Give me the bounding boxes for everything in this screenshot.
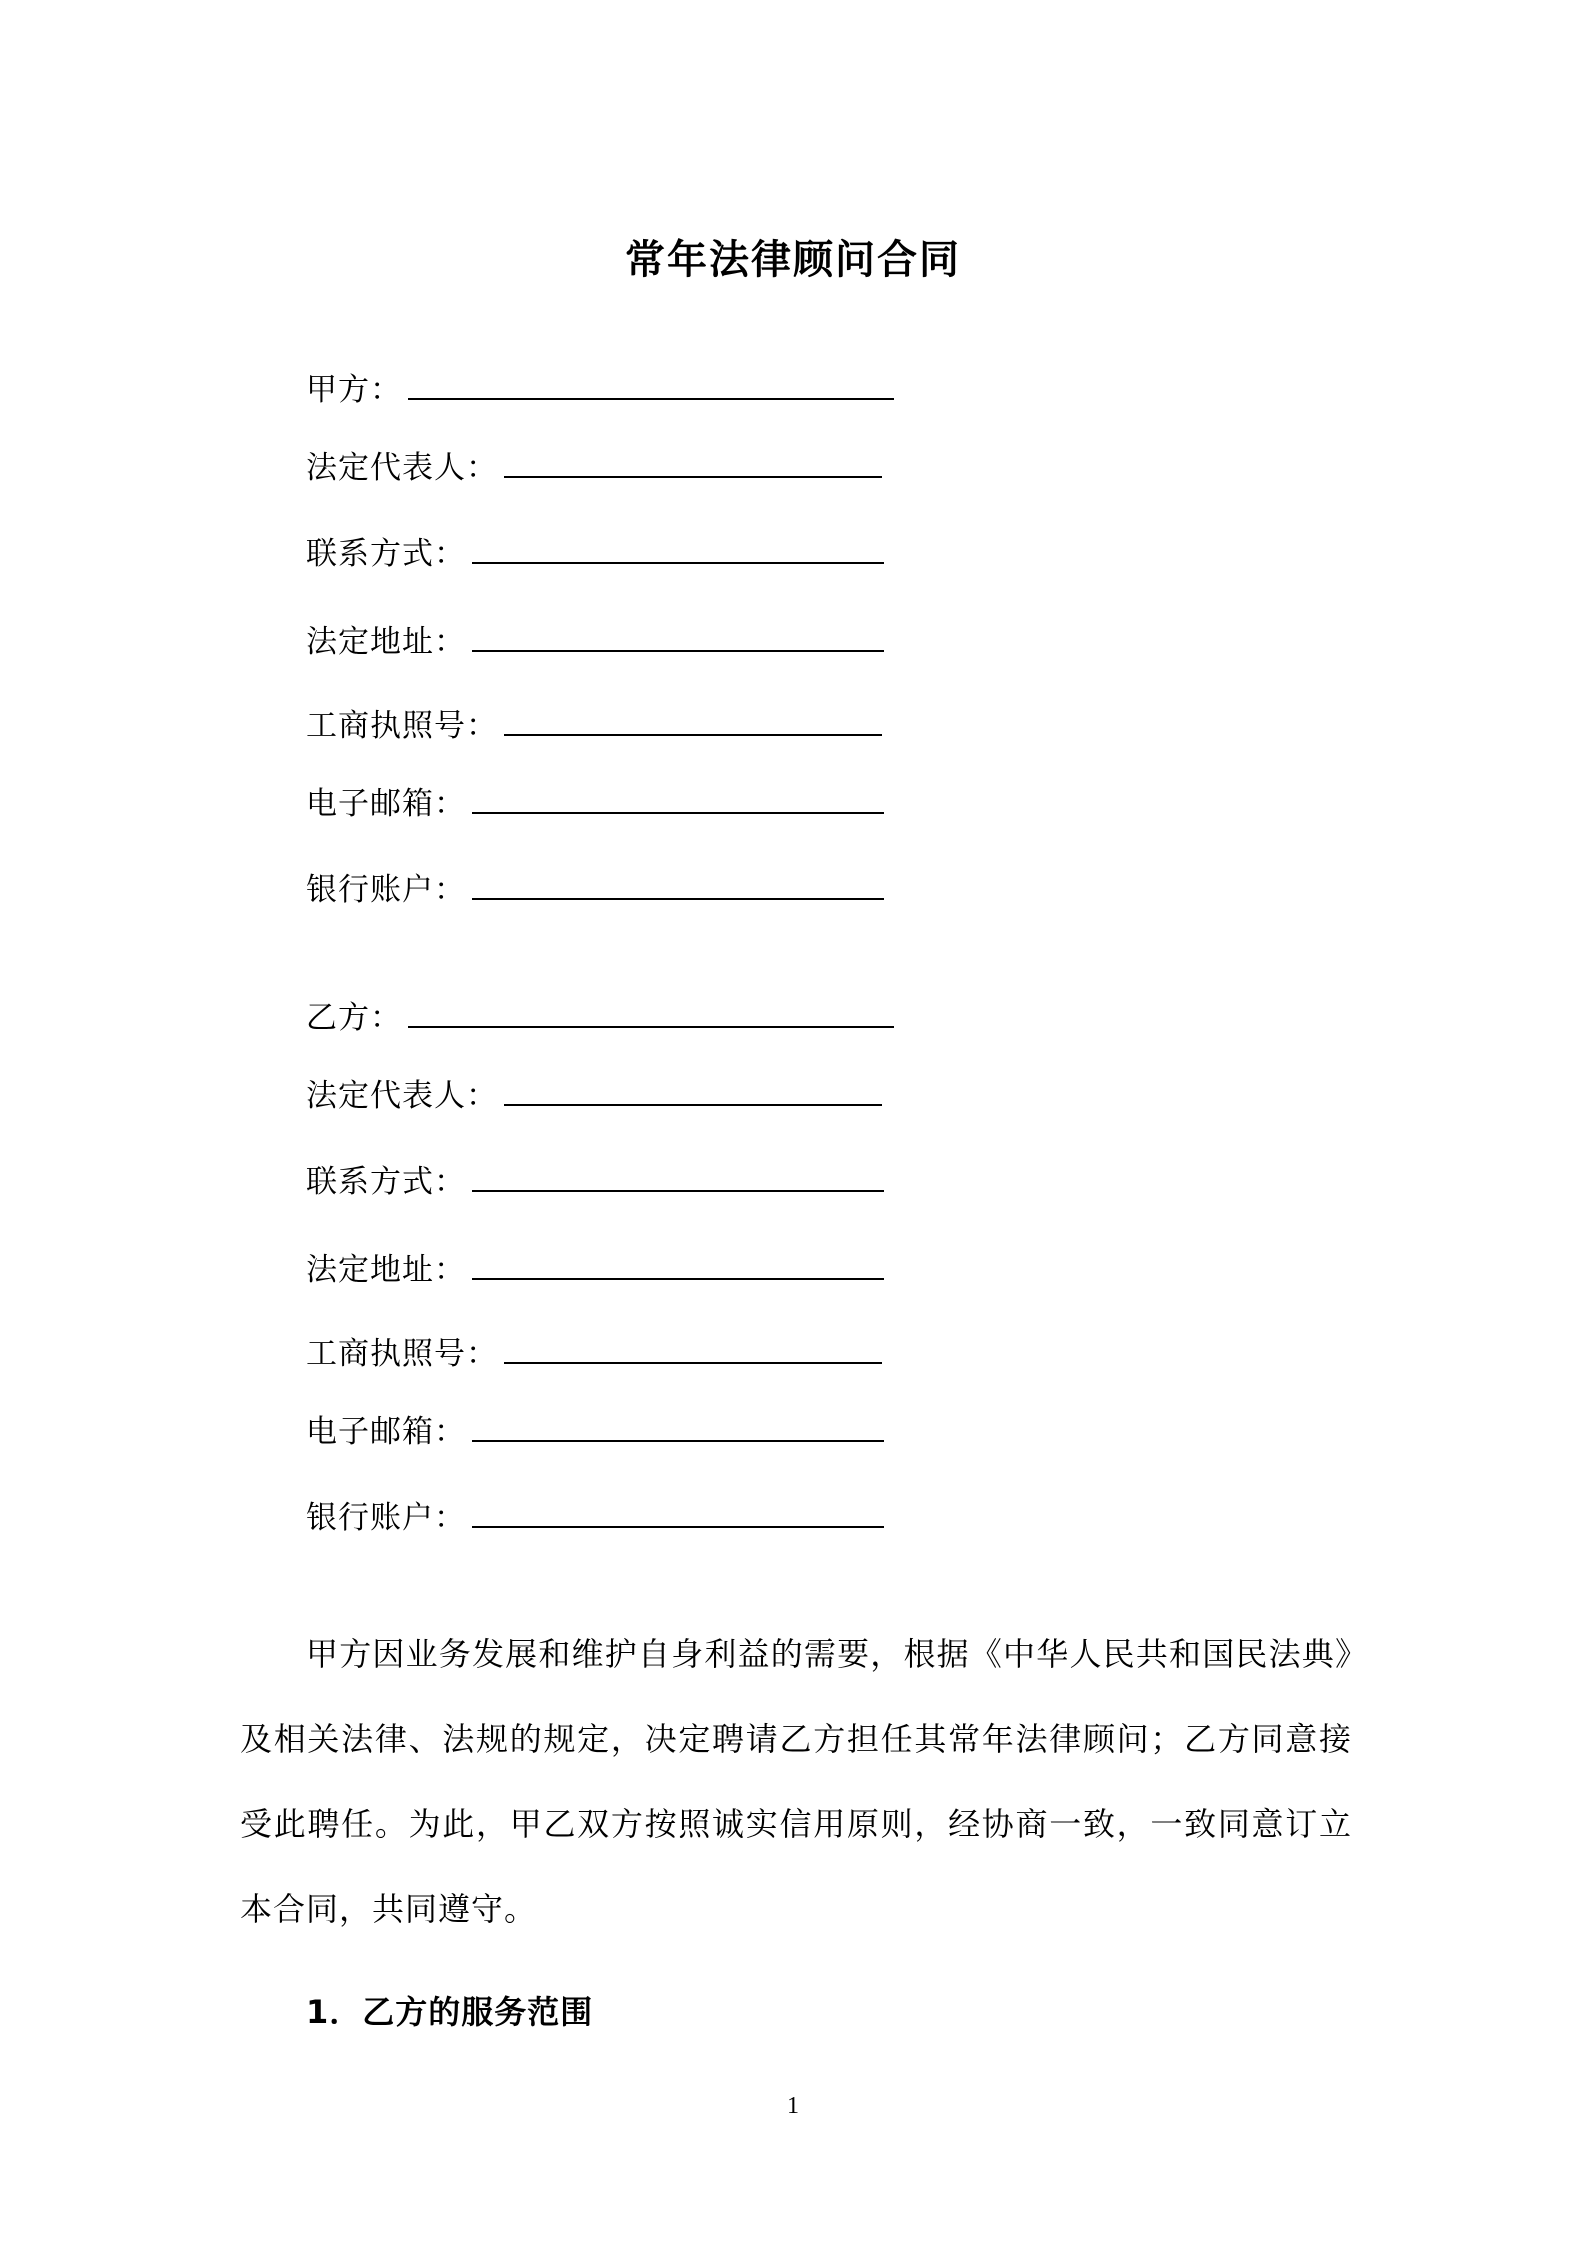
party-b-bank-field — [306, 1496, 884, 1540]
party-a-bank-blank — [472, 874, 884, 900]
party-b-address-field — [306, 1248, 884, 1292]
party-a-bank-field — [306, 868, 884, 912]
party-a-license-blank — [504, 710, 882, 736]
party-b-rep-blank — [504, 1080, 882, 1106]
party-b-license-blank — [504, 1338, 882, 1364]
party-a-email-blank — [472, 788, 884, 814]
party-b-name-blank — [408, 1002, 894, 1028]
party-b-email-field — [306, 1410, 884, 1454]
party-b-rep-label: 法定代表人： — [306, 1078, 498, 1114]
party-b-email-blank — [472, 1416, 884, 1442]
party-a-contact-blank — [472, 538, 884, 564]
party-a-name-field — [306, 368, 894, 412]
party-a-rep-field — [306, 446, 882, 490]
party-b-name-field — [306, 996, 894, 1040]
party-a-name-label: 甲方： — [306, 372, 402, 408]
party-a-bank-label: 银行账户： — [306, 872, 466, 908]
party-b-address-label: 法定地址： — [306, 1252, 466, 1288]
party-b-bank-blank — [472, 1502, 884, 1528]
party-b-contact-label: 联系方式： — [306, 1164, 466, 1200]
party-a-contact-label: 联系方式： — [306, 536, 466, 572]
party-a-name-blank — [408, 374, 894, 400]
party-a-license-label: 工商执照号： — [306, 708, 498, 744]
party-a-rep-label: 法定代表人： — [306, 450, 498, 486]
party-b-contact-blank — [472, 1166, 884, 1192]
party-b-bank-label: 银行账户： — [306, 1500, 466, 1536]
document-title: 常年法律顾问合同 — [625, 237, 961, 283]
party-b-name-label: 乙方： — [306, 1000, 402, 1036]
party-b-address-blank — [472, 1254, 884, 1280]
party-a-address-field — [306, 620, 884, 664]
party-b-license-label: 工商执照号： — [306, 1336, 498, 1372]
party-a-address-label: 法定地址： — [306, 624, 466, 660]
party-b-license-field — [306, 1332, 882, 1376]
page-number: 1 — [787, 2093, 799, 2119]
party-a-address-blank — [472, 626, 884, 652]
section-heading-service-scope: 1．乙方的服务范围 — [306, 1993, 594, 2031]
party-b-rep-field — [306, 1074, 882, 1118]
intro-paragraph: 甲方因业务发展和维护自身利益的需要，根据《中华人民共和国民法典》及相关法律、法规的规定，决定聘请乙方担任其常年法律顾问；乙方同意接受此聘任。为此，甲乙双方按照诚实信用原则，经协商一致，一致同意订立本合同，共同遵守。 — [240, 1635, 1352, 1928]
party-a-email-label: 电子邮箱： — [306, 786, 466, 822]
party-b-contact-field — [306, 1160, 884, 1204]
party-a-email-field — [306, 782, 884, 826]
party-a-rep-blank — [504, 452, 882, 478]
party-a-license-field — [306, 704, 882, 748]
party-a-contact-field — [306, 532, 884, 576]
party-b-email-label: 电子邮箱： — [306, 1414, 466, 1450]
